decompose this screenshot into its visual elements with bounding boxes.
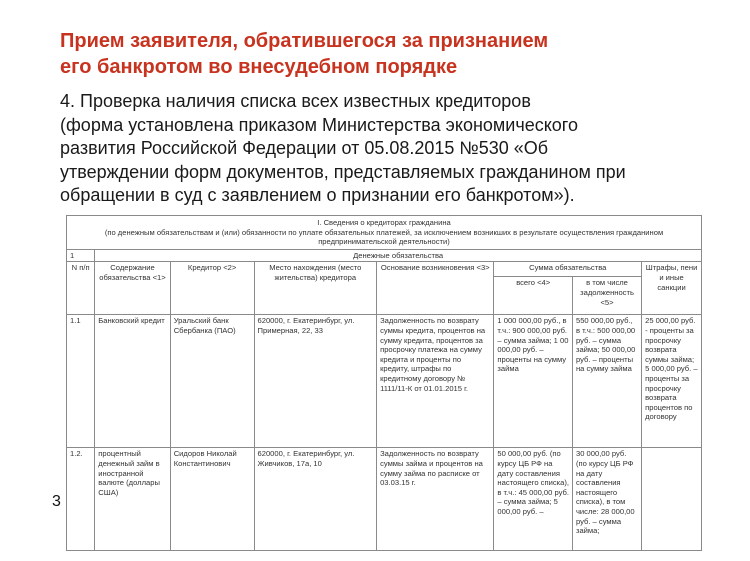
cell-sum-debt: 550 000,00 руб., в т.ч.: 500 000,00 руб. – сумма займа; 50 000,00 руб. – проценты на сумму займа	[572, 315, 641, 448]
body-line: обращении в суд с заявлением о признании его банкротом»).	[60, 185, 575, 205]
creditors-table	[66, 215, 702, 551]
table-row	[67, 315, 702, 448]
creditors-form-scan	[66, 215, 702, 561]
cell-fines	[642, 448, 702, 551]
header-sum: Сумма обязательства	[494, 262, 642, 277]
slide-title	[60, 28, 700, 80]
cell-content: процентный денежный займ в иностранной валюте (доллары США)	[95, 448, 170, 551]
title-line: его банкротом во внесудебном порядке	[60, 56, 458, 78]
body-line: 4. Проверка наличия списка всех известных кредиторов	[60, 91, 531, 111]
section-title: I. Сведения о кредиторах гражданина	[317, 218, 451, 227]
subsection-num: 1	[67, 249, 95, 262]
cell-sum-total: 50 000,00 руб. (по курсу ЦБ РФ на дату составления настоящего списка), в т.ч.: 45 000,00 руб. – сумма займа; 5 000,00 руб. –	[494, 448, 573, 551]
page-number: 3	[52, 493, 61, 510]
header-creditor: Кредитор <2>	[170, 262, 254, 315]
cell-num: 1.1	[67, 315, 95, 448]
header-sum-debt: в том числе задолженность <5>	[572, 277, 641, 315]
body-line: (форма установлена приказом Министерства экономического	[60, 114, 578, 135]
header-fines: Штрафы, пени и иные санкции	[642, 262, 702, 315]
slide-body	[60, 90, 740, 208]
header-basis: Основание возникновения <3>	[377, 262, 494, 315]
cell-fines: 25 000,00 руб. - проценты за просрочку возврата суммы займа; 5 000,00 руб. – проценты за просрочку возврата процентов по договору	[642, 315, 702, 448]
cell-creditor: Уральский банк Сбербанка (ПАО)	[170, 315, 254, 448]
header-sum-total: всего <4>	[494, 277, 573, 315]
table-row	[67, 448, 702, 551]
cell-location: 620000, г. Екатеринбург, ул. Примерная, 22, 33	[254, 315, 377, 448]
section-header	[67, 216, 702, 250]
body-line: утверждении форм документов, представляемых гражданином при	[60, 161, 626, 182]
cell-basis: Задолженность по возврату суммы займа и процентов на сумму займа по расписке от 03.03.15 г.	[377, 448, 494, 551]
cell-sum-debt: 30 000,00 руб. (по курсу ЦБ РФ на дату составления настоящего списка), в том числе: 28 000,00 руб. – сумма займа;	[572, 448, 641, 551]
header-num: N п/п	[67, 262, 95, 315]
body-line: развития Российской Федерации от 05.08.2015 №530 «Об	[60, 138, 549, 158]
cell-content: Банковский кредит	[95, 315, 170, 448]
header-content: Содержание обязательства <1>	[95, 262, 170, 315]
section-subtitle: (по денежным обязательствам и (или) обязанности по уплате обязательных платежей, за исключением возникших в результате осуществления гражданином предпринимательской деятельности)	[104, 227, 664, 247]
header-location: Место нахождения (место жительства) кредитора	[254, 262, 377, 315]
title-line: Прием заявителя, обратившегося за признанием	[60, 30, 549, 52]
cell-sum-total: 1 000 000,00 руб., в т.ч.: 900 000,00 руб. – сумма займа; 1 00 000,00 руб. – проценты на сумму займа	[494, 315, 573, 448]
cell-location: 620000, г. Екатеринбург, ул. Живчиков, 17а, 10	[254, 448, 377, 551]
cell-num: 1.2.	[67, 448, 95, 551]
cell-basis: Задолженность по возврату суммы кредита, процентов на сумму кредита, процентов за просрочку платежа на сумму кредита и проценты по кредиту, штрафы по кредитному договору № 1111/11-К от 01.01.2015 г.	[377, 315, 494, 448]
cell-creditor: Сидоров Николай Константинович	[170, 448, 254, 551]
subsection-title: Денежные обязательства	[95, 249, 702, 262]
